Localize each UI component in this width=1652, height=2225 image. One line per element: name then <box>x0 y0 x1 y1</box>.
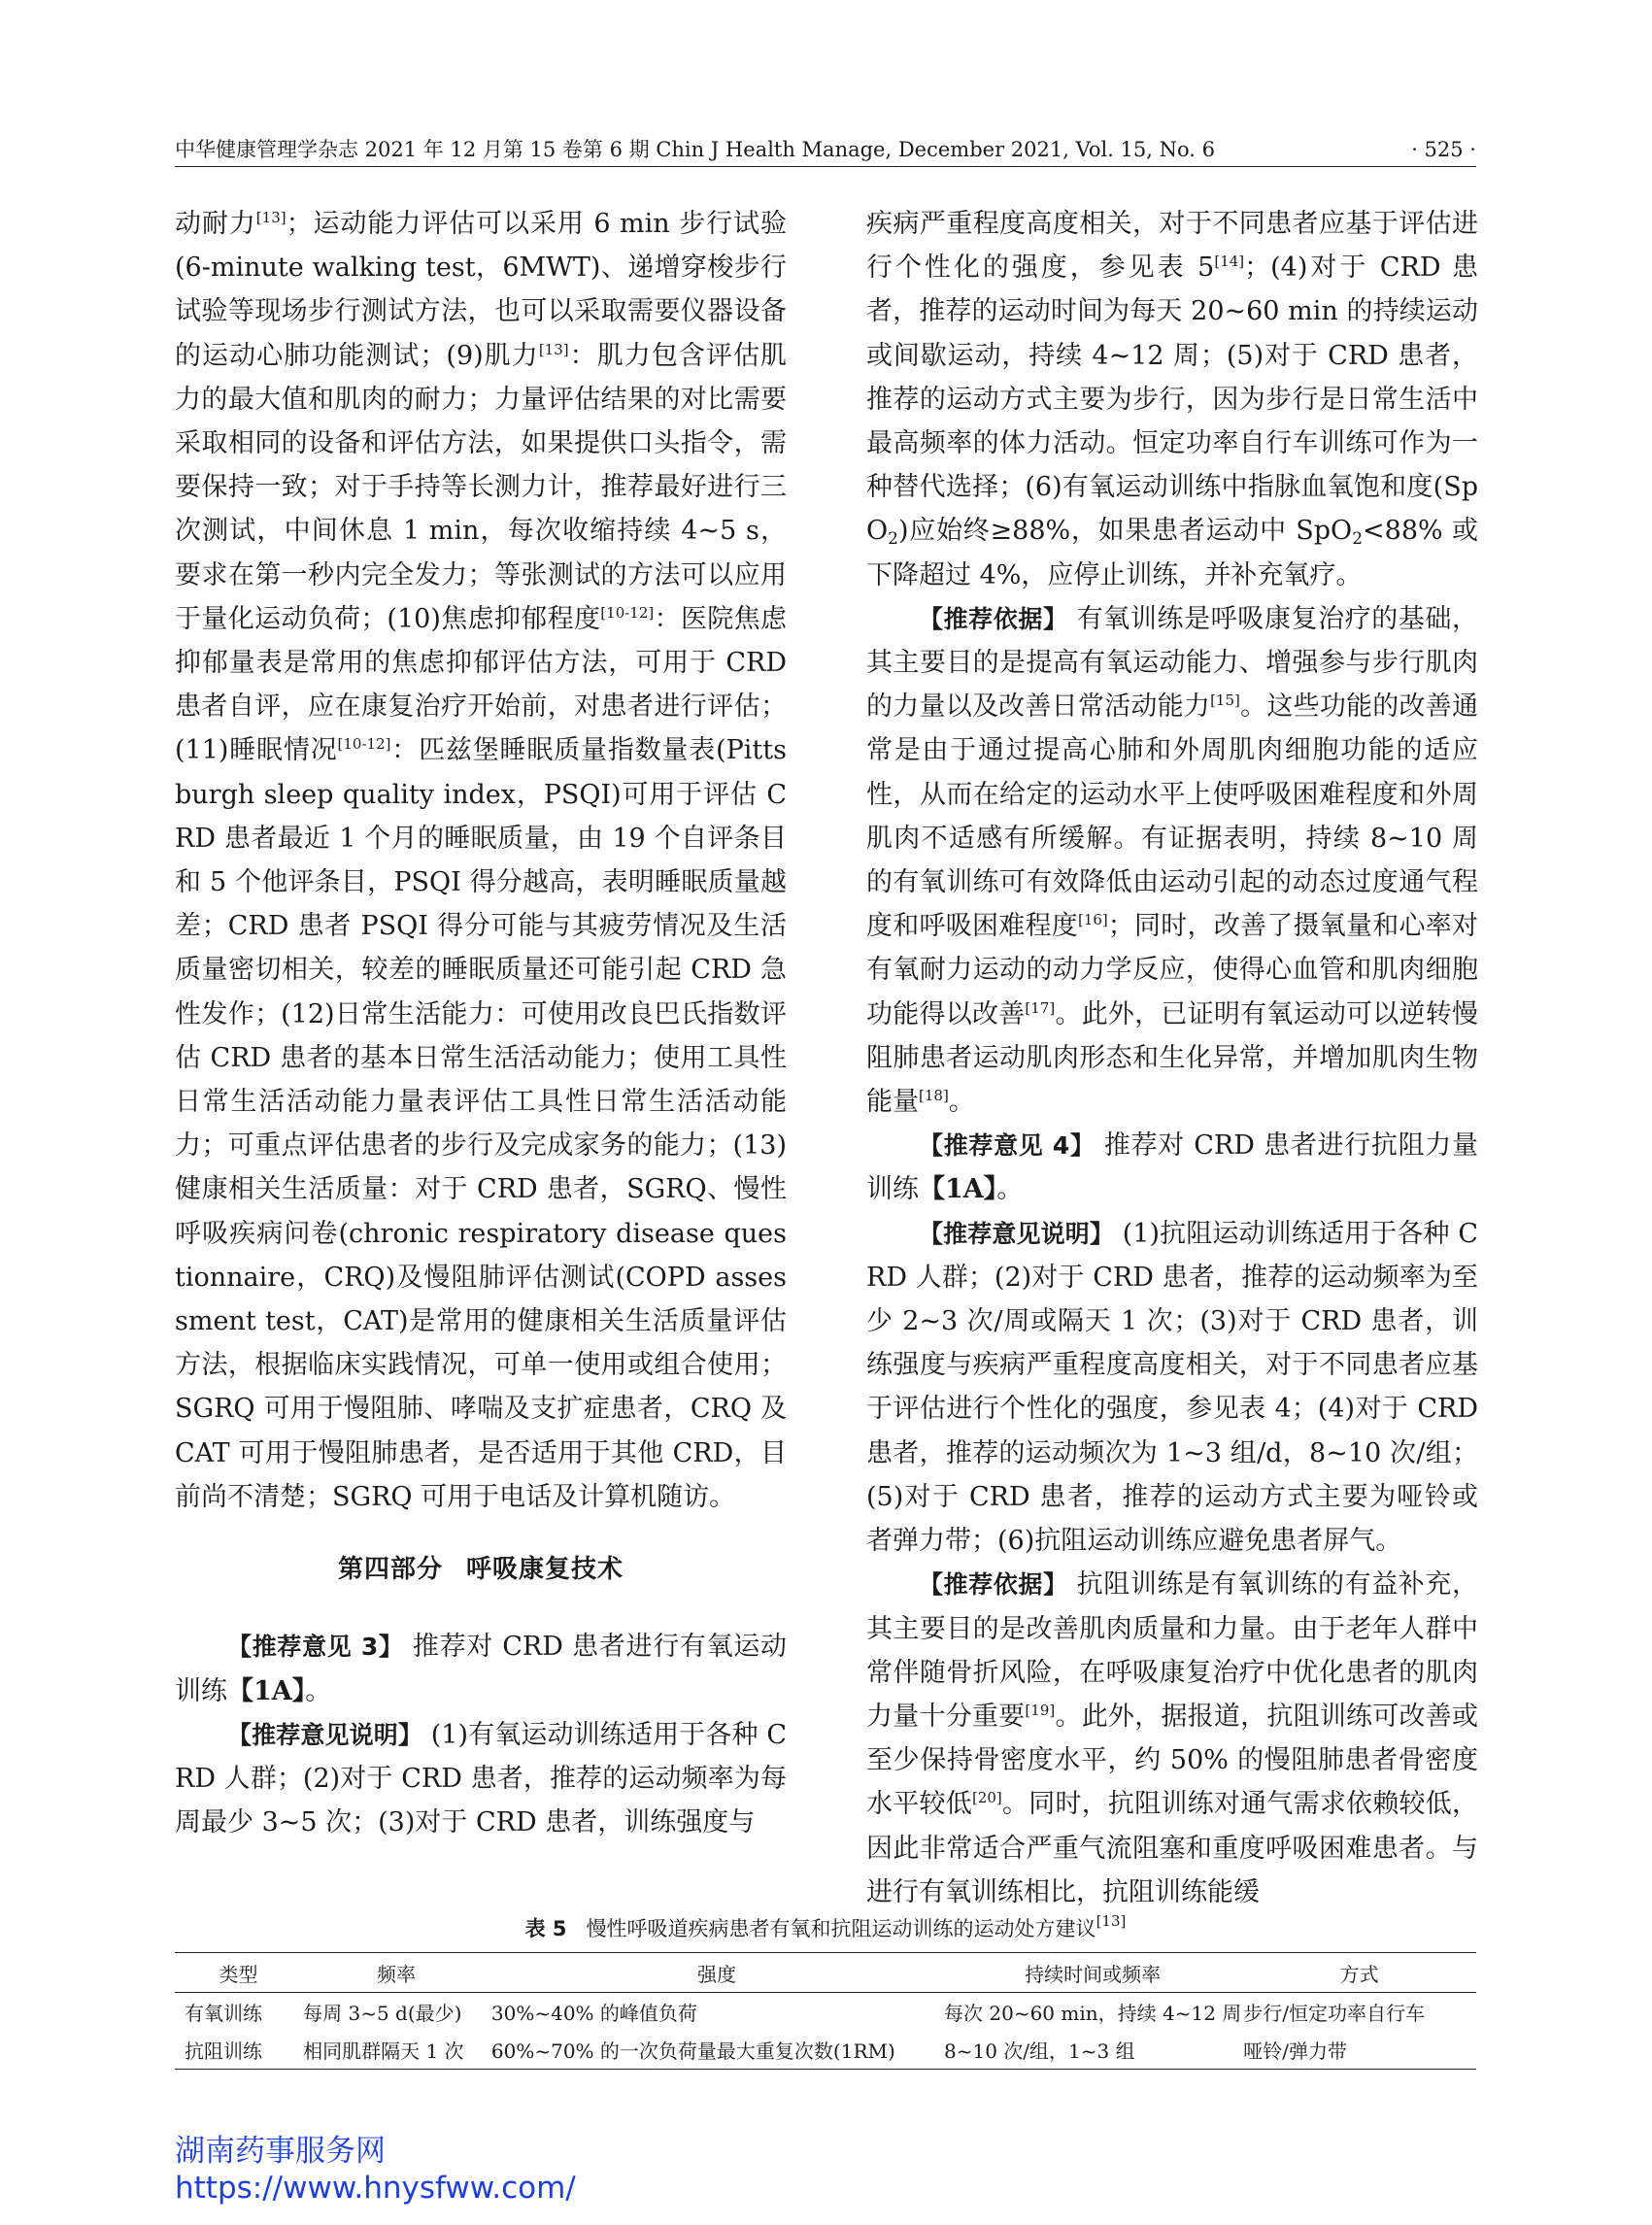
subscript: 2 <box>1352 529 1364 550</box>
table-cell: 有氧训练 <box>185 2002 262 2025</box>
watermark-site-name: 湖南药事服务网 <box>175 2134 386 2169</box>
journal-info: 中华健康管理学杂志 2021 年 12 月第 15 卷第 6 期 Chin J Health Manage, December 2021, Vol. 15, No. 6 <box>175 138 1215 161</box>
table-header-row <box>175 1953 1476 1993</box>
column-header-duration: 持续时间或频率 <box>943 1953 1242 1993</box>
right-column <box>866 202 1478 1914</box>
citation: [10-12] <box>337 735 391 754</box>
table-cell: 相同肌群隔天 1 次 <box>302 2031 490 2070</box>
citation: [18] <box>919 1087 949 1105</box>
evidence-grade: 【1A】 <box>919 1174 997 1205</box>
page-number: · 525 · <box>1411 138 1476 161</box>
header-rule <box>175 166 1476 167</box>
explanation-label: 【推荐意见说明】 <box>919 1219 1115 1248</box>
citation: [13] <box>255 209 287 226</box>
table-cell: 每次 20~60 min，持续 4~12 周 <box>944 2002 1242 2025</box>
recommendation-label: 【推荐意见 4】 <box>919 1131 1096 1161</box>
running-header <box>175 134 1476 165</box>
section-title: 第四部分 呼吸康复技术 <box>337 1555 624 1585</box>
citation: [17] <box>1025 998 1056 1017</box>
watermark-url[interactable]: https://www.hnysfww.com/ <box>175 2171 576 2206</box>
evidence-grade: 【1A】 <box>227 1675 306 1706</box>
citation: [14] <box>1214 253 1245 271</box>
column-header-type: 类型 <box>175 1953 302 1993</box>
assessment-paragraph: 动耐力[13]；运动能力评估可以采用 6 min 步行试验 (6-minute walking test，6MWT)、递增穿梭步行试验等现场步行测试方法，也可以采取需要仪器设备的运动心肺功能测试；(9)肌力[13]：肌力包含评估肌力的最大值和肌肉的耐力；力量评估结果的对比需要采取相同的设备和评估方法，如果提供口头指令，需要保持一致；对于手持等长测力计，推荐最好进行三次测试，中间休息 1 min，每次收缩持续 4~5 s，要求在第一秒内完全发力；等张测试的方法可以应用于量化运动负荷；(10)焦虑抑郁程度[10-12]：医院焦虑抑郁量表是常用的焦虑抑郁评估方法，可用于 CRD 患者自评，应在康复治疗开始前，对患者进行评估；(11)睡眠情况[10-12]：匹兹堡睡眠质量指数量表(Pittsburgh sleep quality index，PSQI)可用于评估 CRD 患者最近 1 个月的睡眠质量，由 19 个自评条目和 5 个他评条目，PSQI 得分越高，表明睡眠质量越差；CRD 患者 PSQI 得分可能与其疲劳情况及生活质量密切相关，较差的睡眠质量还可能引起 CRD 急性发作；(12)日常生活能力：可使用改良巴氏指数评估 CRD 患者的基本日常生活活动能力；使用工具性日常生活活动能力量表评估工具性日常生活活动能力；可重点评估患者的步行及完成家务的能力；(13)健康相关生活质量：对于 CRD 患者，SGRQ、慢性呼吸疾病问卷(chronic respiratory disease questionnaire，CRQ)及慢阻肺评估测试(COPD assessment test，CAT)是常用的健康相关生活质量评估方法，根据临床实践情况，可单一使用或组合使用；SGRQ 可用于慢阻肺、哮喘及支扩症患者，CRQ 及 CAT 可用于慢阻肺患者，是否适用于其他 CRD，目前尚不清楚；SGRQ 可用于电话及计算机随访。 <box>175 209 788 1512</box>
citation: [10-12] <box>600 603 655 622</box>
recommendation-3-explanation: 【推荐意见说明】 (1)有氧运动训练适用于各种 CRD 人群；(2)对于 CRD 患者，推荐的运动频率为每周最少 3~5 次；(3)对于 CRD 患者，训练强度与 <box>175 1719 787 1838</box>
table-cell: 哑铃/弹力带 <box>1242 2031 1476 2070</box>
recommendation-4-explanation: 【推荐意见说明】 (1)抗阻运动训练适用于各种 CRD 人群；(2)对于 CRD 患者，推荐的运动频率为至少 2~3 次/周或隔天 1 次；(3)对于 CRD 患者，训练强度与疾病严重程度高度相关，对于不同患者应基于评估进行个性化的强度，参见表 4；(4)对于 CRD 患者，推荐的运动频次为 1~3 组/d，8~10 次/组；(5)对于 CRD 患者，推荐的运动方式主要为哑铃或者弹力带；(6)抗阻运动训练应避免患者屏气。 <box>866 1218 1478 1557</box>
table-cell: 步行/恒定功率自行车 <box>1243 2002 1426 2025</box>
table-cell: 60%~70% 的一次负荷量最大重复次数(1RM) <box>490 2031 943 2070</box>
explanation-label: 【推荐意见说明】 <box>227 1720 423 1749</box>
table-title: 慢性呼吸道疾病患者有氧和抗阻运动训练的运动处方建议 <box>586 1917 1096 1940</box>
table-caption <box>175 1913 1476 1944</box>
aerobic-explanation-continued: 疾病严重程度高度相关，对于不同患者应基于评估进行个性化的强度，参见表 5[14]；(4)对于 CRD 患者，推荐的运动时间为每天 20~60 min 的持续运动或间歇运动，持续 4~12 周；(5)对于 CRD 患者，推荐的运动方式主要为步行，因为步行是日常生活中最高频率的体力活动。恒定功率自行车训练可作为一种替代选择；(6)有氧运动训练中指脉血氧饱和度(SpO$_2$)应始终≥88%，如果患者运动中 SpO$_2$<88% 或下降超过 4%，应停止训练，并补充氧疗。 <box>866 209 1479 590</box>
citation: [16] <box>1077 911 1108 929</box>
basis-label: 【推荐依据】 <box>919 1570 1068 1600</box>
aerobic-basis: 【推荐依据】 有氧训练是呼吸康复治疗的基础，其主要目的是提高有氧运动能力、增强参与步行肌肉的力量以及改善日常活动能力[15]。这些功能的改善通常是由于通过提高心肺和外周肌肉细胞功能的适应性，从而在给定的运动水平上使呼吸困难程度和外周肌肉不适感有所缓解。有证据表明，持续 8~10 周的有氧训练可有效降低由运动引起的动态过度通气程度和呼吸困难程度[16]；同时，改善了摄氧量和心率对有氧耐力运动的动力学反应，使得心血管和肌肉细胞功能得以改善[17]。此外，已证明有氧运动可以逆转慢阻肺患者运动肌肉形态和生化异常，并增加肌肉生物能量[18]。 <box>866 603 1479 1118</box>
basis-label: 【推荐依据】 <box>919 604 1068 633</box>
table-number: 表 5 <box>524 1917 567 1940</box>
site-watermark <box>175 2133 576 2207</box>
citation: [19] <box>1025 1701 1056 1719</box>
column-header-mode: 方式 <box>1242 1953 1476 1993</box>
table-row <box>175 2031 1476 2070</box>
column-header-intensity: 强度 <box>490 1953 943 1993</box>
resistance-basis: 【推荐依据】 抗阻训练是有氧训练的有益补充，其主要目的是改善肌肉质量和力量。由于老年人群中常伴随骨折风险，在呼吸康复治疗中优化患者的肌肉力量十分重要[19]。此外，据报道，抗阻训练可改善或至少保持骨密度水平，约 50% 的慢阻肺患者骨密度水平较低[20]。同时，抗阻训练对通气需求依赖较低，因此非常适合严重气流阻塞和重度呼吸困难患者。与进行有氧训练相比，抗阻训练能缓 <box>866 1569 1479 1907</box>
exercise-prescription-table <box>175 1952 1476 2070</box>
citation: [13] <box>1096 1912 1127 1930</box>
left-column <box>175 202 787 1844</box>
table-row <box>175 1993 1476 2032</box>
table-cell: 8~10 次/组，1~3 组 <box>943 2031 1242 2070</box>
recommendation-label: 【推荐意见 3】 <box>227 1633 404 1662</box>
subscript: 2 <box>888 529 898 550</box>
recommendation-3: 【推荐意见 3】 推荐对 CRD 患者进行有氧运动训练【1A】。 <box>175 1632 787 1706</box>
citation: [15] <box>1210 691 1240 710</box>
citation: [20] <box>971 1789 1002 1807</box>
table-cell: 30%~40% 的峰值负荷 <box>490 2002 697 2025</box>
table-cell: 每周 3~5 d(最少) <box>303 2002 462 2025</box>
recommendation-4: 【推荐意见 4】 推荐对 CRD 患者进行抗阻力量训练【1A】。 <box>866 1130 1478 1205</box>
column-header-frequency: 频率 <box>302 1953 490 1993</box>
table-cell: 抗阻训练 <box>175 2031 302 2070</box>
citation: [13] <box>538 340 569 358</box>
